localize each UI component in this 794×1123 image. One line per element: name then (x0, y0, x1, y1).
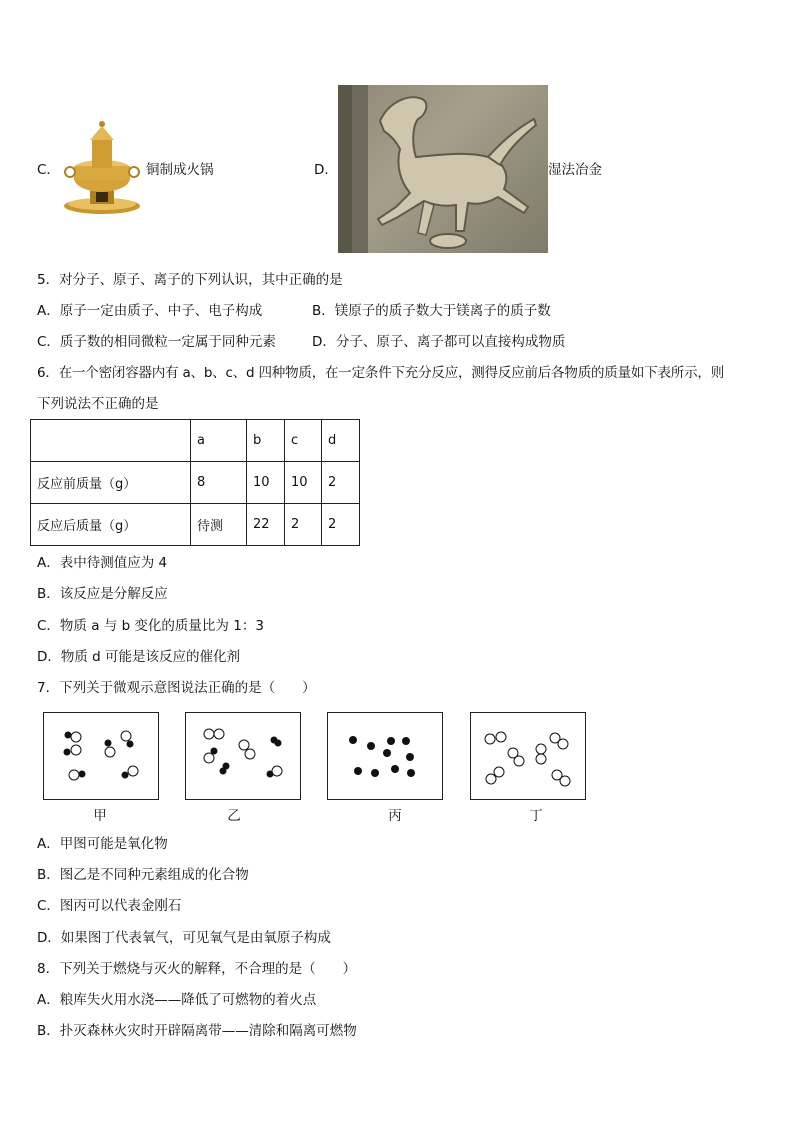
q6-option-a: A．表中待测值应为 4 (37, 555, 168, 571)
q8-option-a: A．粮库失火用水浇——降低了可燃物的着火点 (37, 992, 317, 1008)
q7-option-b: B．图乙是不同种元素组成的化合物 (37, 867, 249, 883)
table-row (31, 504, 360, 546)
q8-stem: 8．下列关于燃烧与灭火的解释，不合理的是（ ） (37, 961, 357, 977)
option-c-text: 铜制成火锅 (146, 162, 214, 178)
q6-option-c: C．物质 a 与 b 变化的质量比为 1：3 (37, 618, 264, 634)
diagram-label-bing: 丙 (388, 808, 402, 824)
table-cell: c (285, 420, 322, 462)
bronze-horse-relief-image (338, 85, 548, 253)
table-cell: 10 (247, 462, 285, 504)
table-row (31, 462, 360, 504)
q7-option-c: C．图丙可以代表金刚石 (37, 898, 182, 914)
q6-option-b: B．该反应是分解反应 (37, 586, 168, 602)
q5-option-b: B．镁原子的质子数大于镁离子的质子数 (312, 303, 551, 319)
option-c-letter: C． (37, 162, 60, 178)
q6-option-d: D．物质 d 可能是该反应的催化剂 (37, 649, 241, 665)
q7-option-d: D．如果图丁代表氧气，可见氧气是由氧原子构成 (37, 930, 331, 946)
table-row (31, 420, 360, 462)
q5-stem: 5．对分子、原子、离子的下列认识，其中正确的是 (37, 272, 343, 288)
option-d-letter: D． (314, 162, 338, 178)
diagram-yi (185, 712, 301, 800)
table-cell: 待测 (191, 504, 247, 546)
diagram-label-yi: 乙 (227, 808, 241, 824)
diagram-label-ding: 丁 (529, 808, 543, 824)
q6-stem-line2: 下列说法不正确的是 (37, 396, 159, 412)
option-d-text: 湿法冶金 (548, 162, 602, 178)
q5-option-a: A．原子一定由质子、中子、电子构成 (37, 303, 263, 319)
q6-stem-line1: 6．在一个密闭容器内有 a、b、c、d 四种物质，在一定条件下充分反应，测得反应前后各物质的质量如下表所示，则 (37, 365, 725, 381)
table-cell: a (191, 420, 247, 462)
table-cell: d (322, 420, 360, 462)
table-cell: 反应前质量（g） (31, 462, 191, 504)
table-cell: b (247, 420, 285, 462)
table-cell: 反应后质量（g） (31, 504, 191, 546)
table-cell: 22 (247, 504, 285, 546)
diagram-ding (470, 712, 586, 800)
table-cell: 2 (322, 462, 360, 504)
q7-stem: 7．下列关于微观示意图说法正确的是（ ） (37, 680, 316, 696)
q8-option-b: B．扑灭森林火灾时开辟隔离带——清除和隔离可燃物 (37, 1023, 357, 1039)
q5-option-d: D．分子、原子、离子都可以直接构成物质 (312, 334, 566, 350)
copper-hotpot-image (60, 118, 144, 218)
q7-option-a: A．甲图可能是氧化物 (37, 836, 168, 852)
table-cell: 2 (322, 504, 360, 546)
mass-table (30, 419, 360, 546)
diagram-label-jia: 甲 (93, 808, 107, 824)
table-cell: 10 (285, 462, 322, 504)
table-cell (31, 420, 191, 462)
q5-option-c: C．质子数的相同微粒一定属于同种元素 (37, 334, 276, 350)
table-cell: 2 (285, 504, 322, 546)
diagram-jia (43, 712, 159, 800)
table-cell: 8 (191, 462, 247, 504)
diagram-bing (327, 712, 443, 800)
